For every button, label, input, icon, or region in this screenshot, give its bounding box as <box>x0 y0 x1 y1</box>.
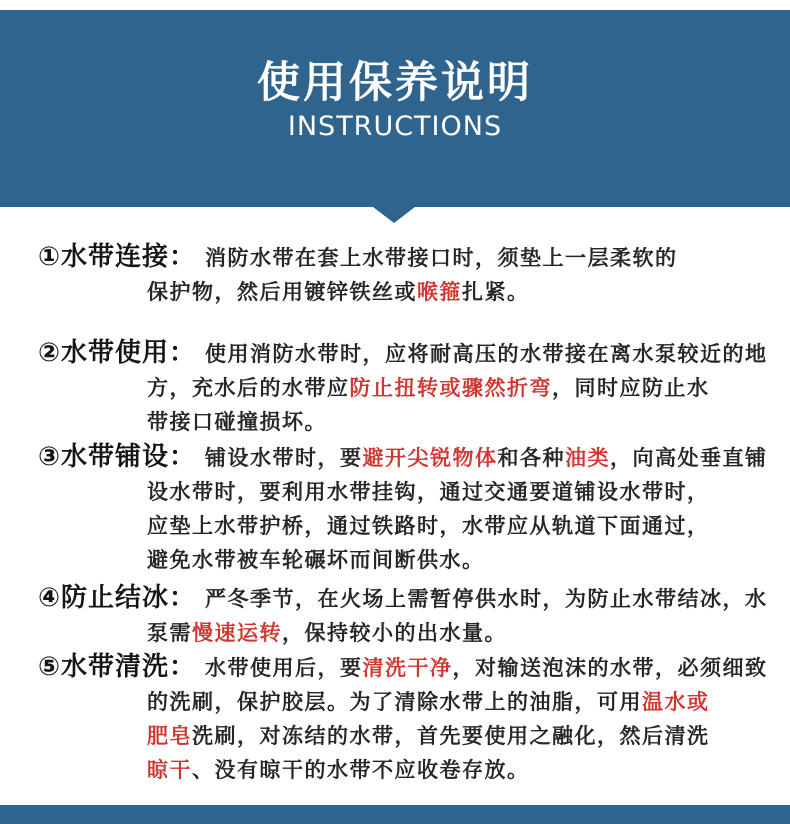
page-title: 使用保养说明 <box>257 58 533 108</box>
body-text: 设水带时，要利用水带挂钩，通过交通要道铺设水带时， <box>147 480 710 504</box>
body-text: 和各种 <box>497 446 566 470</box>
footer-strip <box>0 805 790 824</box>
body-text: 的洗刷，保护胶层。为了清除水带上的油脂，可用 <box>147 690 642 714</box>
instruction-line <box>38 336 783 371</box>
section-heading: ④防止结冰： <box>38 583 197 613</box>
body-text: 避免水带被车轮碾坏而间断供水。 <box>147 548 485 572</box>
instruction-line <box>38 240 783 275</box>
body-text: 带接口碰撞损坏。 <box>147 410 327 434</box>
highlighted-text: 喉箍 <box>417 280 462 304</box>
instructions-list <box>38 240 783 787</box>
instruction-line <box>38 581 783 616</box>
section-heading: ①水带连接： <box>38 242 197 272</box>
body-text: 扎紧。 <box>462 280 530 304</box>
body-text: ，保持较小的出水量。 <box>282 621 507 645</box>
body-text: 应垫上水带护桥，通过铁路时，水带应从轨道下面通过， <box>147 514 710 538</box>
highlighted-text: 防止扭转或骤然折弯 <box>349 376 552 400</box>
instruction-section <box>38 581 783 650</box>
section-heading: ③水带铺设： <box>38 442 197 472</box>
instruction-section <box>38 240 783 309</box>
instruction-line <box>38 475 783 509</box>
body-text: ，对输送泡沫的水带，必须细致 <box>452 656 768 680</box>
body-text: 保护物，然后用镀锌铁丝或 <box>147 280 417 304</box>
body-text: 铺设水带时，要 <box>205 446 363 470</box>
instruction-section <box>38 336 783 439</box>
body-text: ，同时应防止水 <box>552 376 710 400</box>
highlighted-text: 晾干 <box>147 758 192 782</box>
instruction-line <box>38 719 783 753</box>
highlighted-text: 肥皂 <box>147 724 192 748</box>
instruction-line <box>38 275 783 309</box>
body-text: 水带使用后，要 <box>205 656 363 680</box>
body-text: 消防水带在套上水带接口时，须垫上一层柔软的 <box>205 246 678 270</box>
instruction-line <box>38 509 783 543</box>
instruction-line <box>38 685 783 719</box>
highlighted-text: 避开尖锐物体 <box>362 446 498 470</box>
body-text: 使用消防水带时，应将耐高压的水带接在离水泵较近的地 <box>205 342 768 366</box>
instruction-line <box>38 405 783 439</box>
section-heading: ⑤水带清洗： <box>38 652 197 682</box>
instruction-line <box>38 543 783 577</box>
body-text: 、没有晾干的水带不应收卷存放。 <box>192 758 530 782</box>
section-heading: ②水带使用： <box>38 338 197 368</box>
header-banner <box>0 10 790 207</box>
banner-arrow-down-icon <box>373 207 415 223</box>
instruction-line <box>38 753 783 787</box>
instruction-line <box>38 371 783 405</box>
page-subtitle: INSTRUCTIONS <box>287 111 503 142</box>
body-text: 方，充水后的水带应 <box>147 376 350 400</box>
instruction-line <box>38 440 783 475</box>
body-text: 严冬季节，在火场上需暂停供水时，为防止水带结冰，水 <box>205 587 768 611</box>
instruction-line <box>38 616 783 650</box>
highlighted-text: 油类 <box>565 446 611 470</box>
highlighted-text: 清洗干净 <box>362 656 453 680</box>
highlighted-text: 慢速运转 <box>192 621 282 645</box>
body-text: 泵需 <box>147 621 192 645</box>
instruction-line <box>38 650 783 685</box>
instruction-section <box>38 440 783 577</box>
body-text: ，向高处垂直铺 <box>610 446 768 470</box>
highlighted-text: 温水或 <box>642 690 710 714</box>
body-text: 洗刷，对冻结的水带，首先要使用之融化，然后清洗 <box>192 724 710 748</box>
instruction-section <box>38 650 783 787</box>
